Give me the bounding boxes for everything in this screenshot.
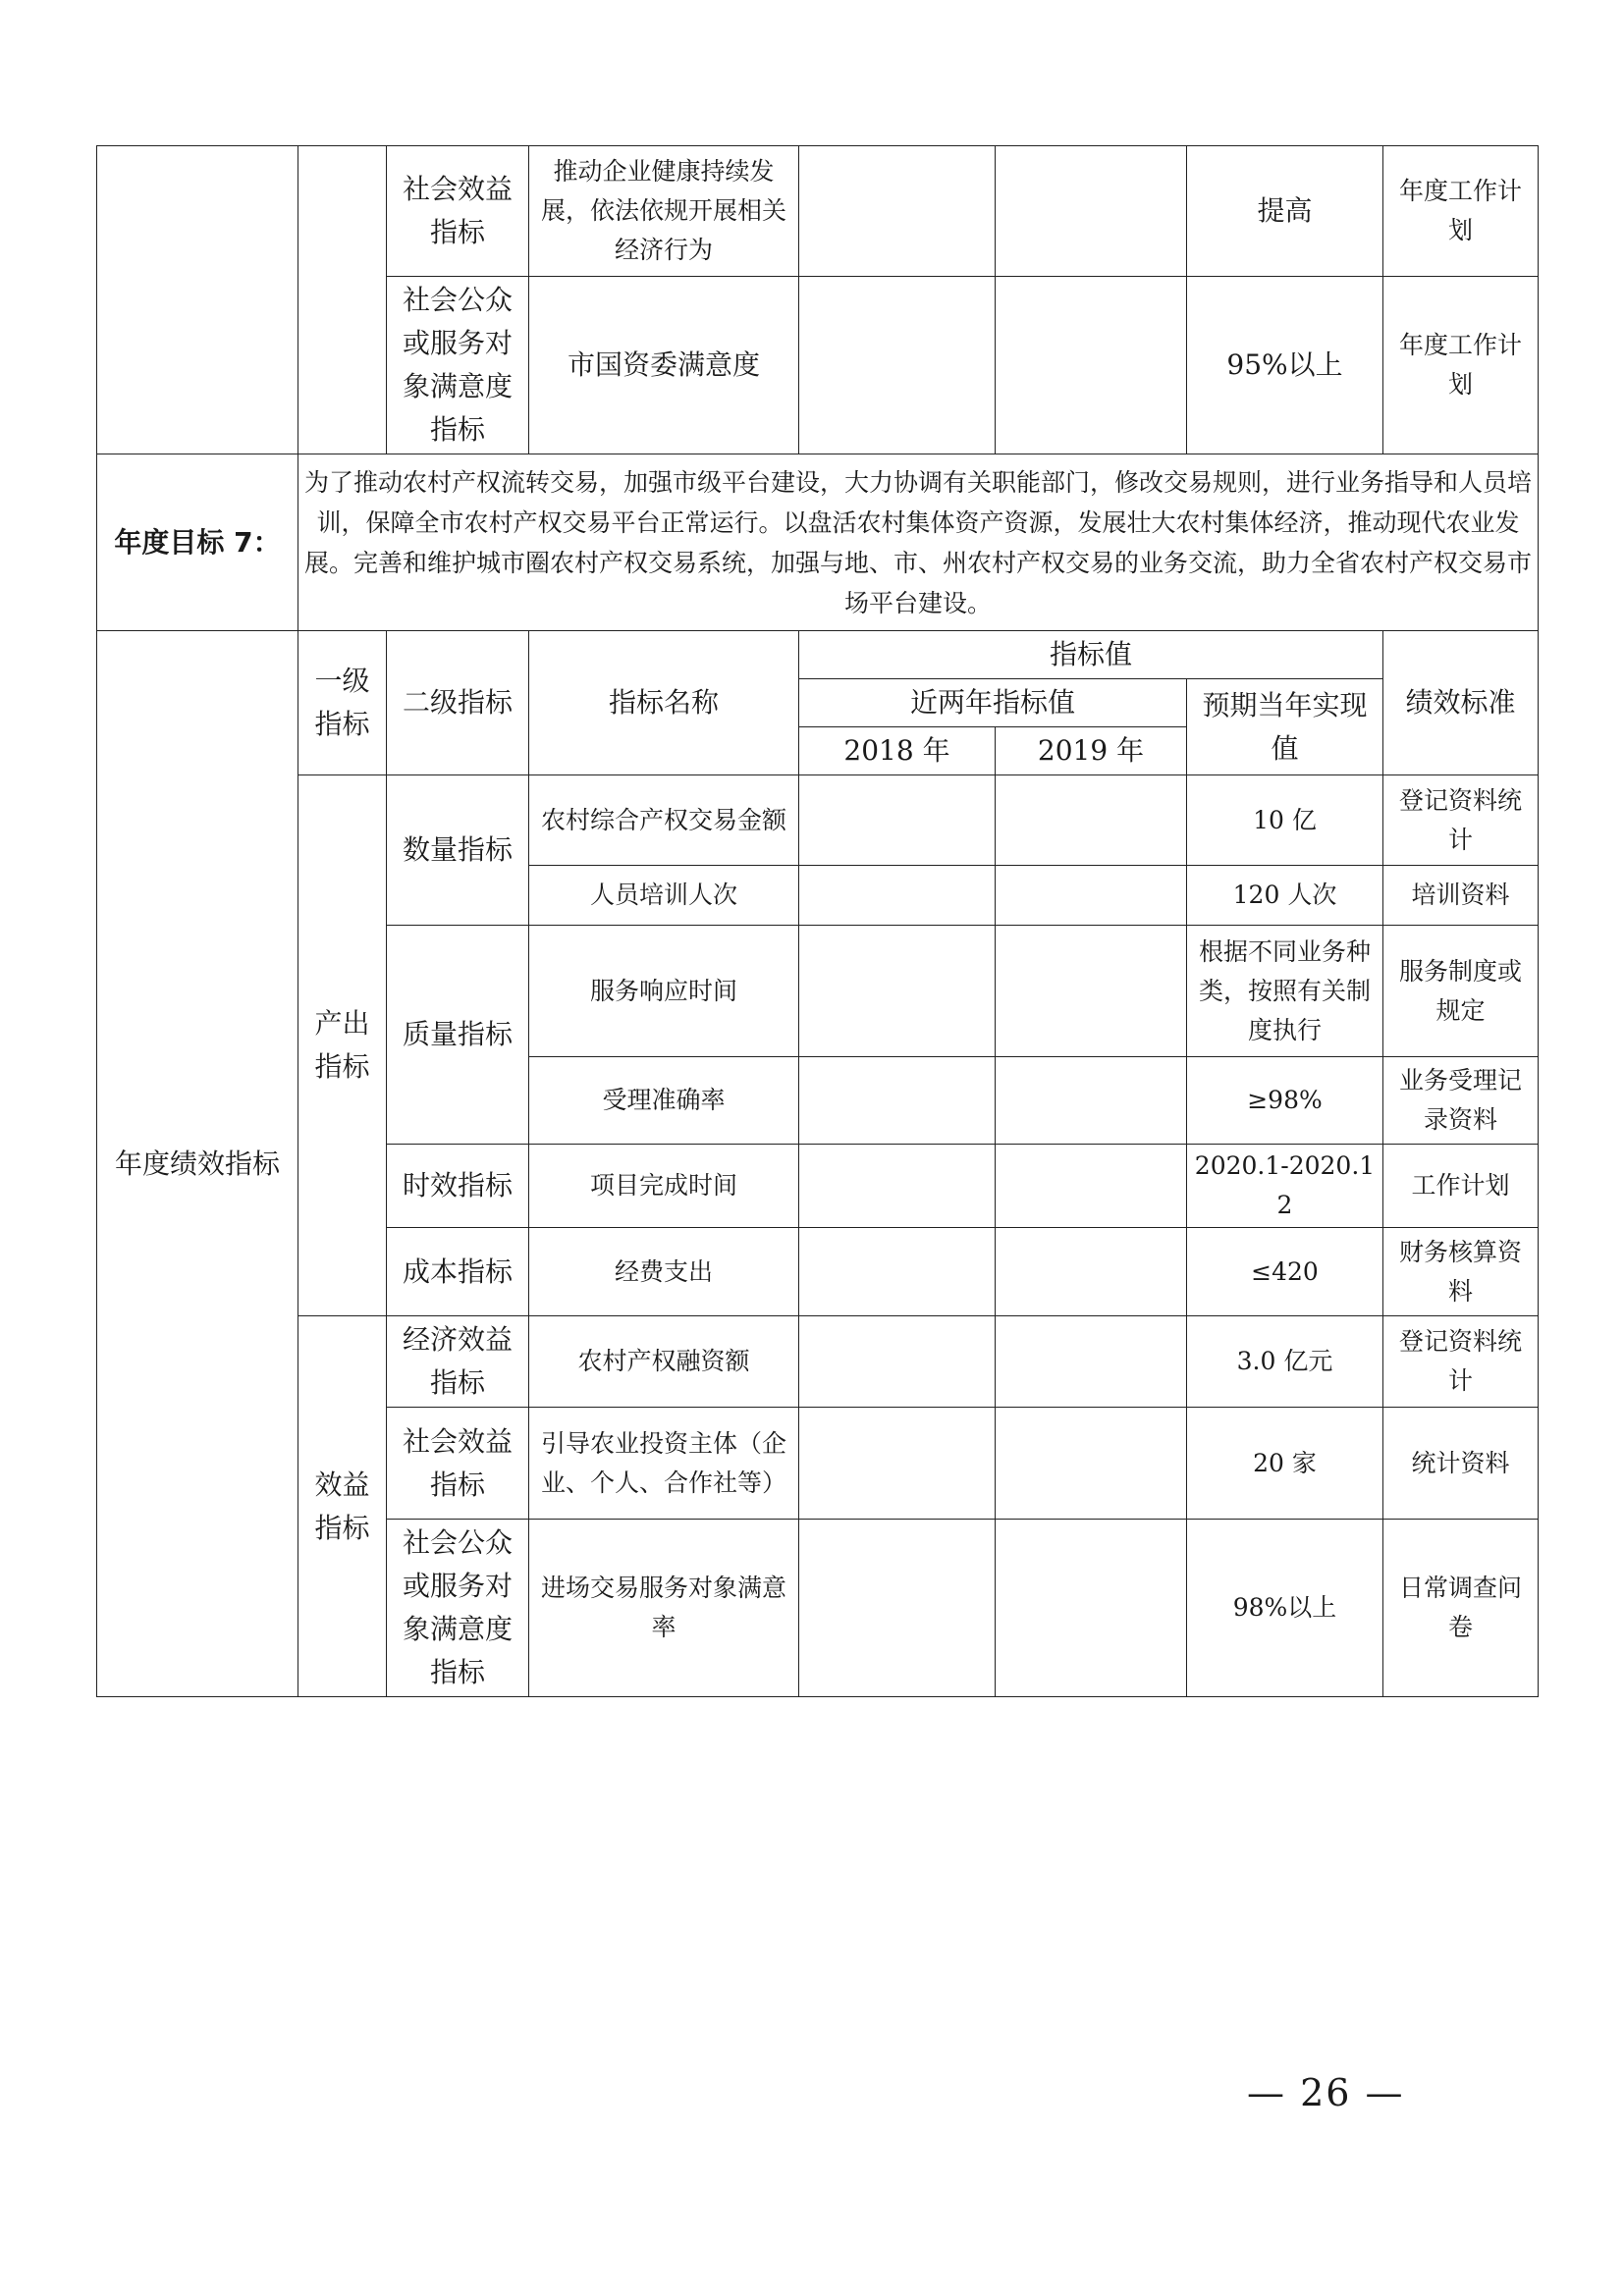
performance-table — [96, 145, 1539, 1697]
target-value-cell: 98%以上 — [1187, 1520, 1383, 1697]
standard-cell: 培训资料 — [1383, 866, 1539, 926]
header-2018: 2018 年 — [799, 727, 996, 775]
level2-cell: 社会效益指标 — [387, 1408, 529, 1520]
header-name: 指标名称 — [529, 631, 799, 775]
target-value-cell: ≥98% — [1187, 1057, 1383, 1145]
value-2019-cell — [996, 866, 1187, 926]
value-2019-cell — [996, 1057, 1187, 1145]
standard-cell: 登记资料统计 — [1383, 1316, 1539, 1408]
header-recent: 近两年指标值 — [799, 679, 1187, 727]
value-2019-cell — [996, 1520, 1187, 1697]
value-2018-cell — [799, 1408, 996, 1520]
indicator-name-cell: 农村综合产权交易金额 — [529, 775, 799, 866]
standard-cell: 日常调查问卷 — [1383, 1520, 1539, 1697]
blank-cell — [97, 146, 298, 454]
value-2018-cell — [799, 866, 996, 926]
value-2019-cell — [996, 775, 1187, 866]
target-value-cell: 10 亿 — [1187, 775, 1383, 866]
target-value-cell: 2020.1-2020.12 — [1187, 1145, 1383, 1228]
level2-cell: 成本指标 — [387, 1228, 529, 1316]
table-row — [97, 1316, 1539, 1408]
goal-text: 为了推动农村产权流转交易，加强市级平台建设，大力协调有关职能部门，修改交易规则，进行业务指导和人员培训，保障全市农村产权交易平台正常运行。以盘活农村集体资产资源，发展壮大农村集体经济，推动现代农业发展。完善和维护城市圈农村产权交易系统，加强与地、市、州农村产权交易的业务交流，助力全省农村产权交易市场平台建设。 — [298, 454, 1539, 631]
value-2018-cell — [799, 1228, 996, 1316]
indicator-name-cell: 进场交易服务对象满意率 — [529, 1520, 799, 1697]
indicator-name-cell: 农村产权融资额 — [529, 1316, 799, 1408]
target-value-cell: 20 家 — [1187, 1408, 1383, 1520]
level2-cell: 社会效益指标 — [387, 146, 529, 277]
indicator-name-cell: 市国资委满意度 — [529, 277, 799, 454]
header-2019: 2019 年 — [996, 727, 1187, 775]
level2-cell: 数量指标 — [387, 775, 529, 926]
header-level2: 二级指标 — [387, 631, 529, 775]
header-standard: 绩效标准 — [1383, 631, 1539, 775]
standard-cell: 登记资料统计 — [1383, 775, 1539, 866]
value-2018-cell — [799, 146, 996, 277]
value-2019-cell — [996, 1316, 1187, 1408]
indicator-name-cell: 推动企业健康持续发展，依法依规开展相关经济行为 — [529, 146, 799, 277]
section-label: 年度绩效指标 — [97, 631, 298, 1697]
indicator-name-cell: 受理准确率 — [529, 1057, 799, 1145]
level1-benefit: 效益指标 — [298, 1316, 387, 1697]
table-row — [97, 146, 1539, 277]
table-row — [97, 775, 1539, 866]
standard-cell: 年度工作计划 — [1383, 277, 1539, 454]
indicator-name-cell: 项目完成时间 — [529, 1145, 799, 1228]
standard-cell: 财务核算资料 — [1383, 1228, 1539, 1316]
standard-cell: 工作计划 — [1383, 1145, 1539, 1228]
value-2018-cell — [799, 1145, 996, 1228]
level2-cell: 社会公众或服务对象满意度指标 — [387, 1520, 529, 1697]
level2-cell: 时效指标 — [387, 1145, 529, 1228]
standard-cell: 服务制度或规定 — [1383, 926, 1539, 1057]
page-number: — 26 — — [1247, 2071, 1405, 2114]
value-2018-cell — [799, 775, 996, 866]
standard-cell: 年度工作计划 — [1383, 146, 1539, 277]
target-value-cell: 提高 — [1187, 146, 1383, 277]
header-row — [97, 631, 1539, 679]
level1-output: 产出指标 — [298, 775, 387, 1316]
value-2018-cell — [799, 926, 996, 1057]
value-2018-cell — [799, 1057, 996, 1145]
target-value-cell: ≤420 — [1187, 1228, 1383, 1316]
value-2018-cell — [799, 1316, 996, 1408]
target-value-cell: 120 人次 — [1187, 866, 1383, 926]
header-value: 指标值 — [799, 631, 1383, 679]
indicator-name-cell: 经费支出 — [529, 1228, 799, 1316]
standard-cell: 统计资料 — [1383, 1408, 1539, 1520]
target-value-cell: 95%以上 — [1187, 277, 1383, 454]
level2-cell: 社会公众或服务对象满意度指标 — [387, 277, 529, 454]
blank-cell — [298, 146, 387, 454]
level2-cell: 经济效益指标 — [387, 1316, 529, 1408]
header-level1: 一级指标 — [298, 631, 387, 775]
value-2018-cell — [799, 1520, 996, 1697]
target-value-cell: 根据不同业务种类，按照有关制度执行 — [1187, 926, 1383, 1057]
value-2019-cell — [996, 1408, 1187, 1520]
goal-label: 年度目标 7： — [97, 454, 298, 631]
indicator-name-cell: 服务响应时间 — [529, 926, 799, 1057]
level2-cell: 质量指标 — [387, 926, 529, 1145]
value-2019-cell — [996, 926, 1187, 1057]
standard-cell: 业务受理记录资料 — [1383, 1057, 1539, 1145]
value-2019-cell — [996, 1145, 1187, 1228]
indicator-name-cell: 引导农业投资主体（企业、个人、合作社等） — [529, 1408, 799, 1520]
value-2019-cell — [996, 146, 1187, 277]
value-2019-cell — [996, 277, 1187, 454]
goal-row — [97, 454, 1539, 631]
indicator-name-cell: 人员培训人次 — [529, 866, 799, 926]
target-value-cell: 3.0 亿元 — [1187, 1316, 1383, 1408]
value-2019-cell — [996, 1228, 1187, 1316]
header-target: 预期当年实现值 — [1187, 679, 1383, 775]
value-2018-cell — [799, 277, 996, 454]
